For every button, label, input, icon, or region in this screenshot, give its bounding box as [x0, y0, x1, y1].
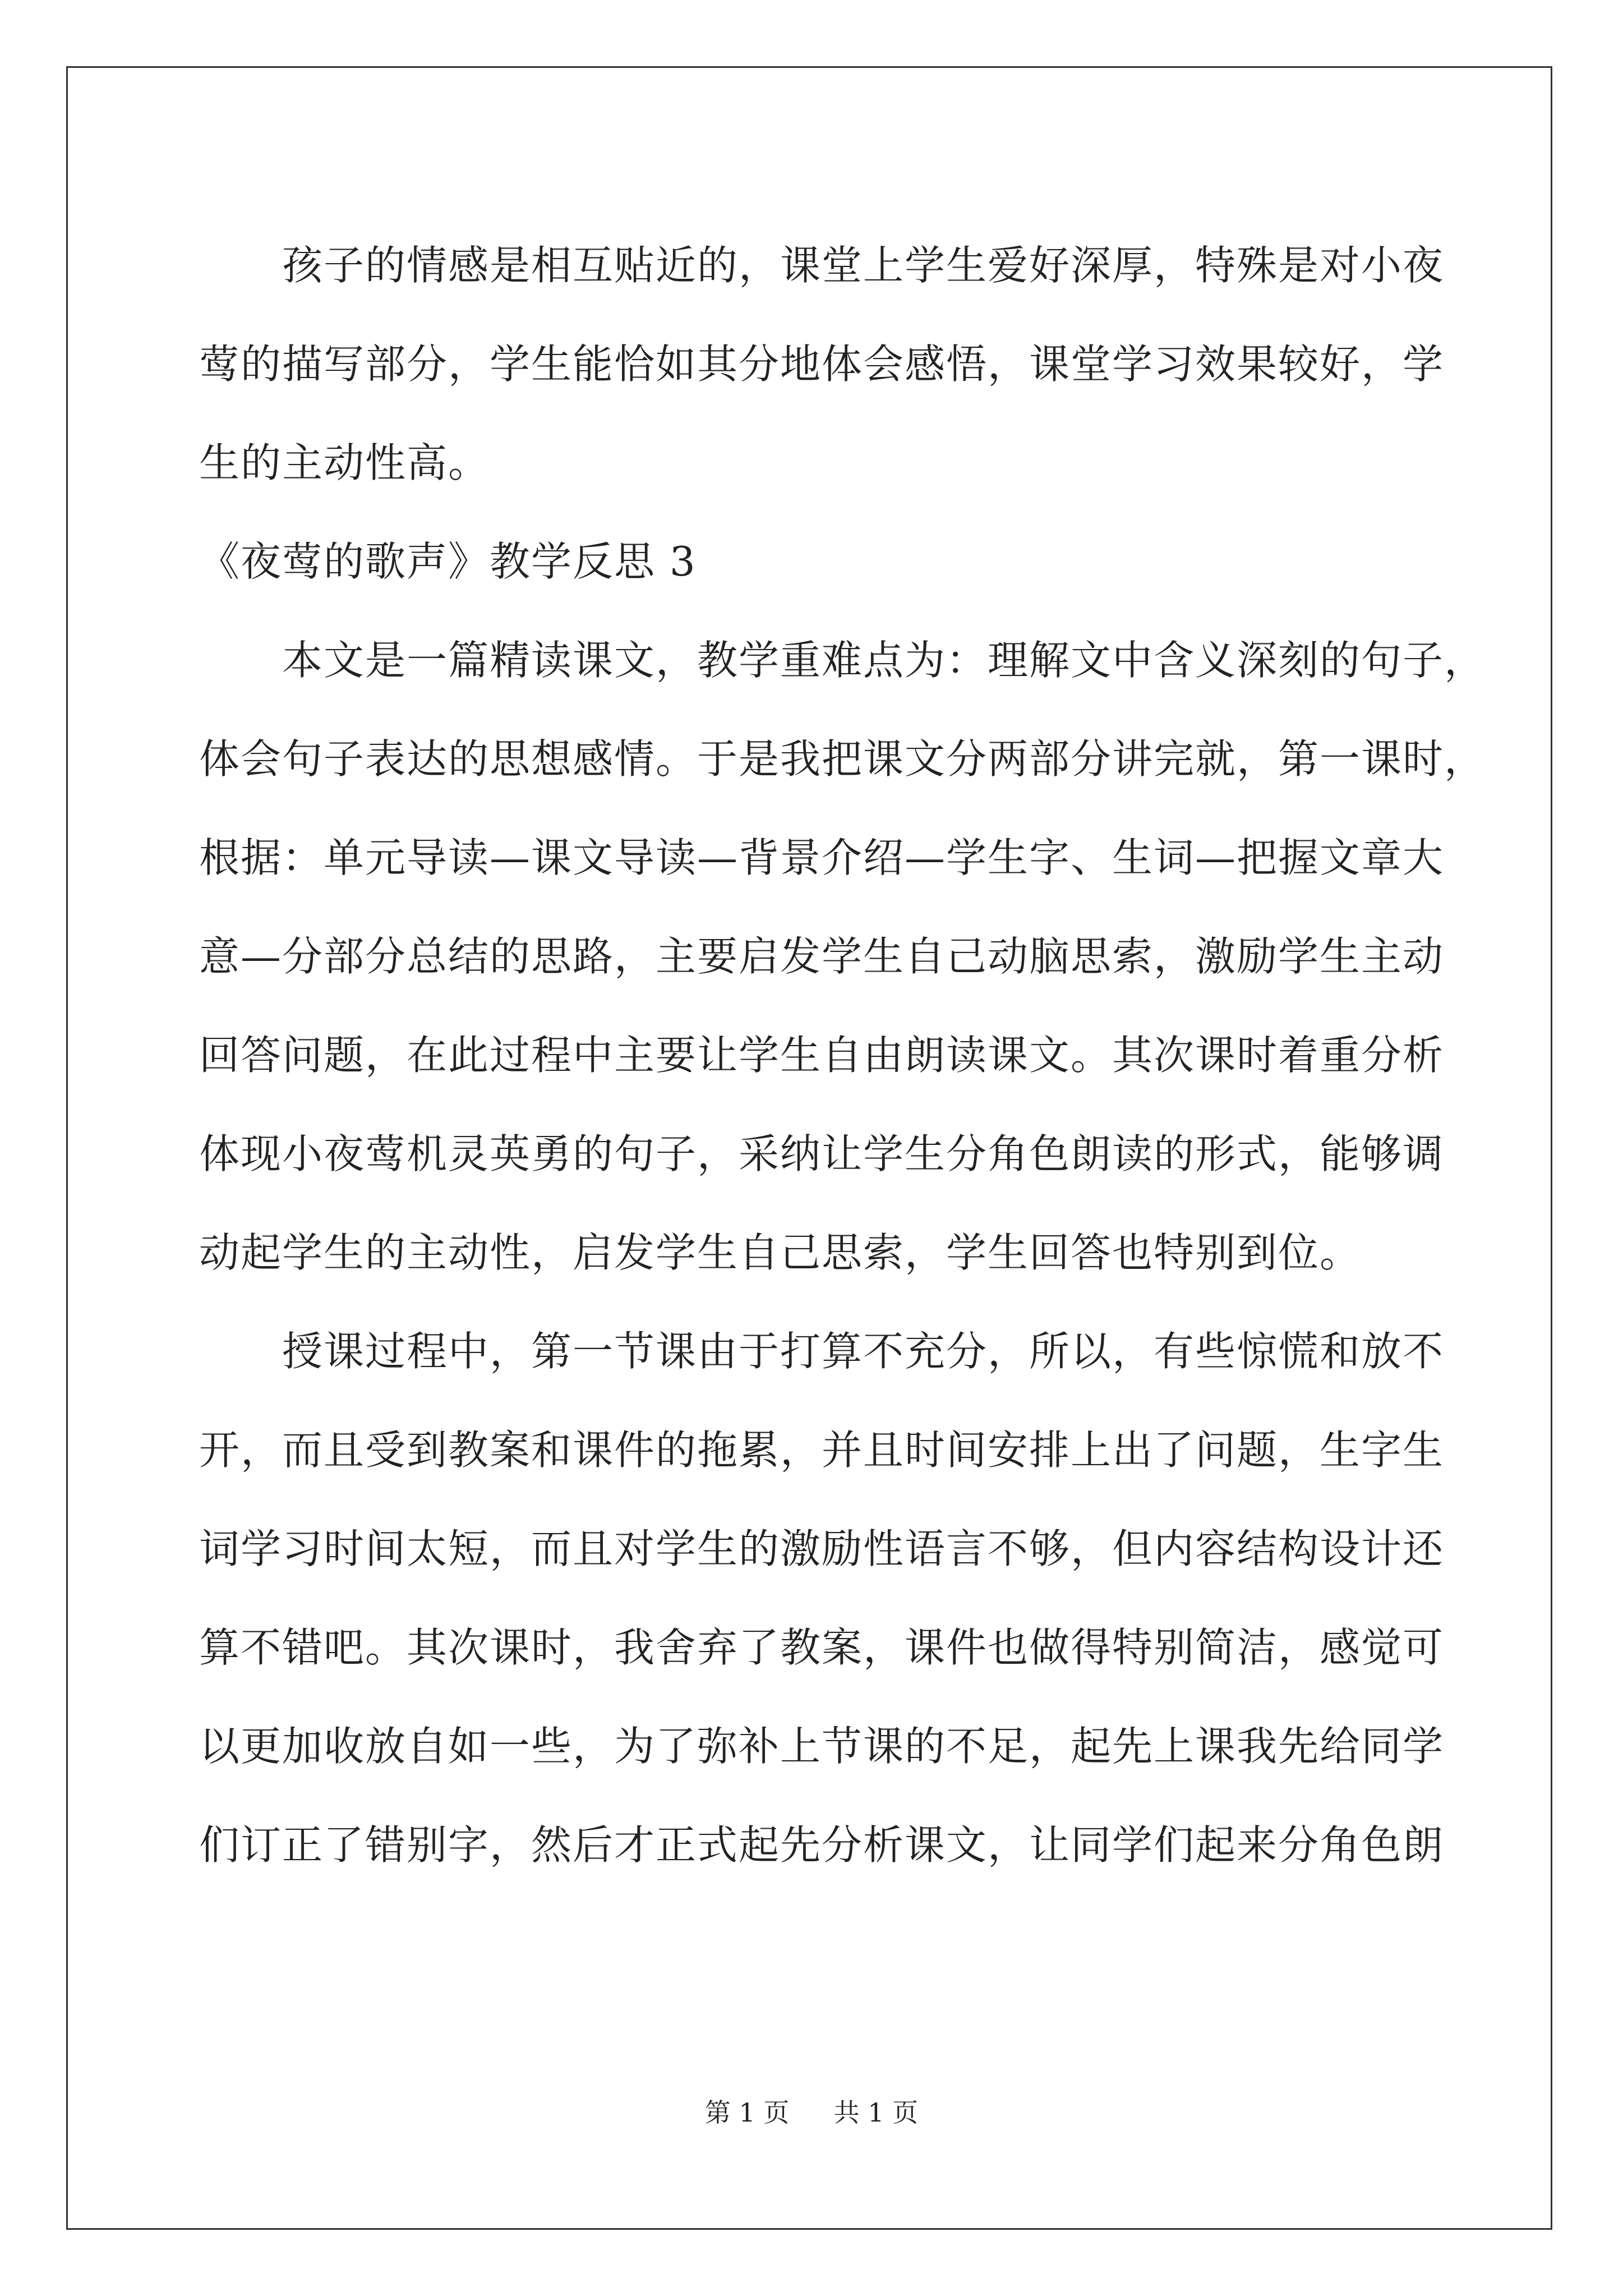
- paragraph-3: [199, 1302, 1445, 1894]
- text-line: 意—分部分总结的思路，主要启发学生自己动脑思索，激励学生主动: [199, 933, 1445, 980]
- text-line: 本文是一篇精读课文，教学重难点为：理解文中含义深刻的句子，: [282, 637, 1486, 684]
- text-line: 词学习时间太短，而且对学生的激励性语言不够，但内容结构设计还: [199, 1525, 1445, 1572]
- text-line: 回答问题，在此过程中主要让学生自由朗读课文。其次课时着重分析: [199, 1032, 1445, 1079]
- text-line: 孩子的情感是相互贴近的，课堂上学生爱好深厚，特殊是对小夜: [282, 242, 1445, 289]
- text-line: 们订正了错别字，然后才正式起先分析课文，让同学们起来分角色朗: [199, 1821, 1445, 1869]
- page-footer: [0, 2092, 1623, 2129]
- text-line: 体会句子表达的思想感情。于是我把课文分两部分讲完就，第一课时，: [199, 735, 1486, 783]
- document-body: [199, 216, 1486, 1894]
- text-line: 以更加收放自如一些，为了弥补上节课的不足，起先上课我先给同学: [199, 1723, 1445, 1770]
- text-line: 动起学生的主动性，启发学生自己思索，学生回答也特别到位。: [199, 1229, 1362, 1276]
- text-line: 授课过程中，第一节课由于打算不充分，所以，有些惊慌和放不: [282, 1328, 1445, 1375]
- text-line: 开，而且受到教案和课件的拖累，并且时间安排上出了问题，生字生: [199, 1427, 1445, 1474]
- paragraph-1: [199, 216, 1445, 512]
- text-line: 体现小夜莺机灵英勇的句子，采纳让学生分角色朗读的形式，能够调: [199, 1130, 1445, 1177]
- paragraph-2: [199, 611, 1486, 1302]
- text-line: 莺的描写部分，学生能恰如其分地体会感悟，课堂学习效果较好，学: [199, 341, 1445, 388]
- heading-text: 《夜莺的歌声》教学反思 3: [199, 538, 697, 585]
- text-line: 生的主动性高。: [199, 439, 490, 486]
- text-line: 算不错吧。其次课时，我舍弃了教案，课件也做得特别简洁，感觉可: [199, 1624, 1445, 1671]
- page-number: 第 1 页: [704, 2097, 790, 2128]
- page-total: 共 1 页: [833, 2097, 919, 2128]
- section-heading: [199, 512, 1424, 611]
- text-line: 根据：单元导读—课文导读—背景介绍—学生字、生词—把握文章大: [199, 834, 1445, 881]
